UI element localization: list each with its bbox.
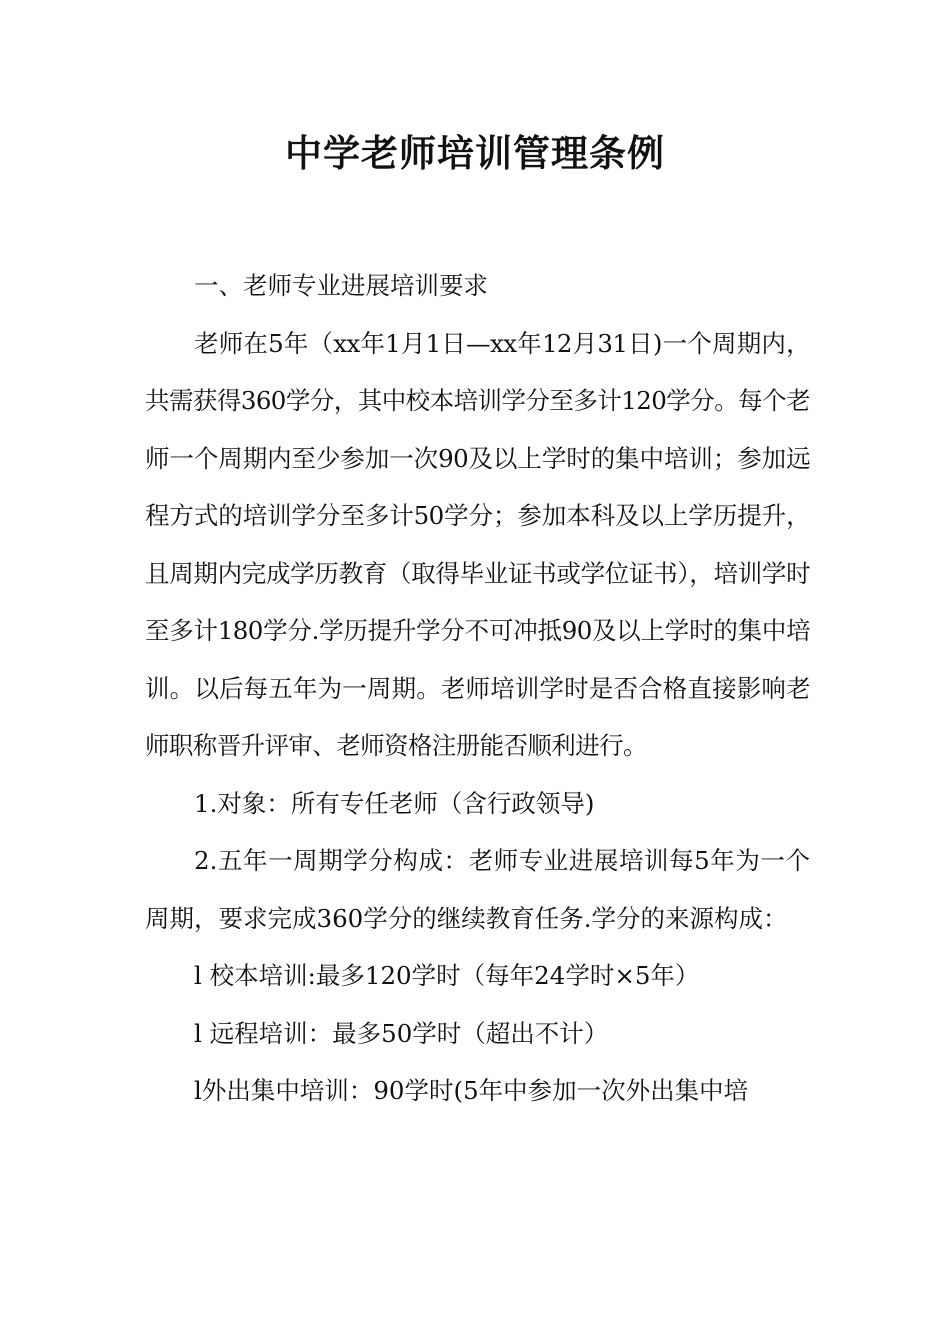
list-item: 2.五年一周期学分构成：老师专业进展培训每5年为一个周期，要求完成360学分的继续教育任务.学分的来源构成： [145,846,810,933]
section-heading: 一、老师专业进展培训要求 [194,271,488,300]
document-body [145,257,810,1120]
bullet-item: l外出集中培训：90学时(5年中参加一次外出集中培 [194,1076,749,1105]
body-paragraph: 老师在5年（xx年1月1日—xx年12月31日)一个周期内，共需获得360学分，其中校本培训学分至多计120学分。每个老师一个周期内至少参加一次90及以上学时的集中培训；参加远程方式的培训学分至多计50学分；参加本科及以上学历提升，且周期内完成学历教育（取得毕业证书或学位证书），培训学时至多计180学分.学历提升学分不可冲抵90及以上学时的集中培训。以后每五年为一周期。老师培训学时是否合格直接影响老师职称晋升评审、老师资格注册能否顺利进行。 [145,328,810,760]
bullet-item: l 远程培训：最多50学时（超出不计） [194,1018,609,1048]
document-title: 中学老师培训管理条例 [285,131,665,175]
bullet-item: l 校本培训:最多120学时（每年24学时×5年） [194,961,700,990]
list-item: 1.对象：所有专任老师（含行政领导) [194,788,595,818]
